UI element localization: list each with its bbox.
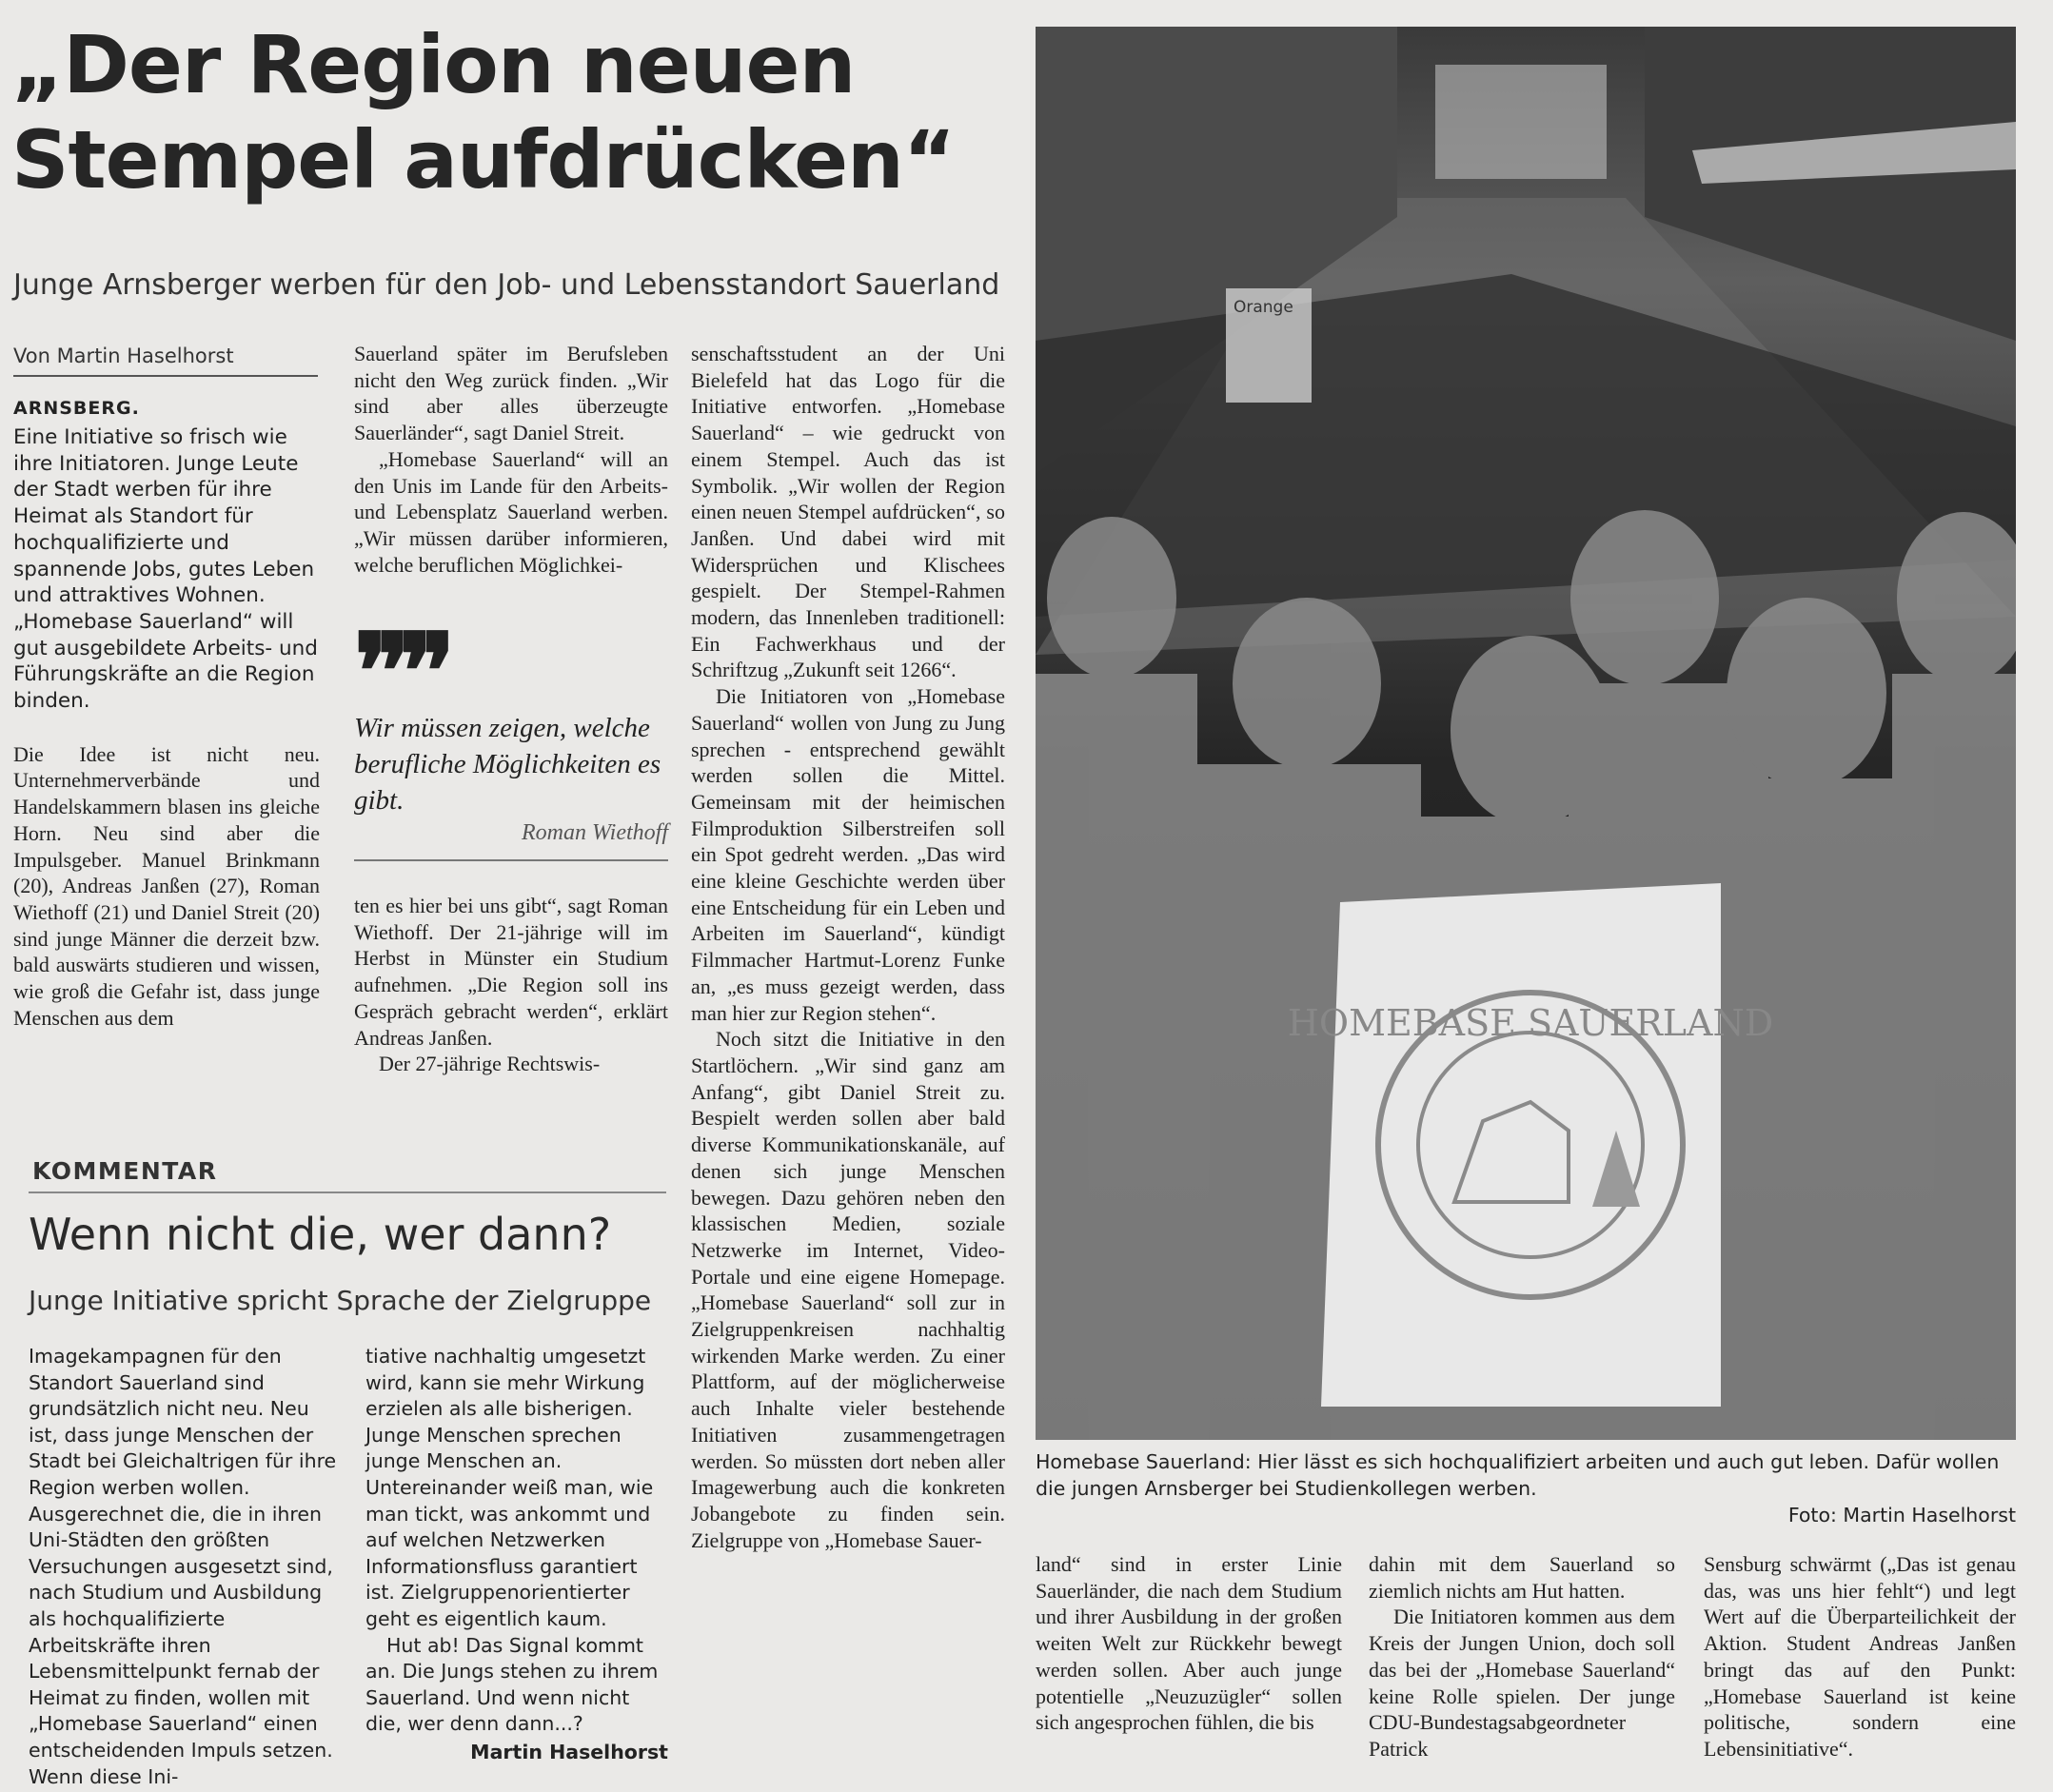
kommentar-title: Wenn nicht die, wer dann? (29, 1209, 612, 1260)
photo-credit: Foto: Martin Haselhorst (1787, 1504, 2016, 1526)
headline (11, 17, 1020, 207)
article-paragraph: ten es hier bei uns gibt“, sagt Roman Wiethoff. Der 21-jährige will im Herbst in Münster ein Studium aufnehmen. „Die Region soll ins Gespräch gebracht werden“, erklärt Andreas Janßen. (354, 894, 668, 1050)
stamp-lettering: HOMEBASE SAUERLAND (1287, 1002, 1774, 1044)
article-column-4 (1036, 1551, 1342, 1736)
kommentar-author: Martin Haselhorst (470, 1740, 668, 1763)
kommentar-divider (29, 1191, 666, 1193)
article-column-5 (1369, 1551, 1675, 1762)
pull-quote-text: Wir müssen zeigen, welche berufliche Möglichkeiten es gibt. (354, 713, 661, 816)
kommentar-paragraph: tiative nachhaltig umgesetzt wird, kann sie mehr Wirkung erzielen als alle bisherigen. Junge Menschen sprechen junge Menschen an. Untereinander weiß man, wie man tickt, was ankommt und auf welchen Netzwerken Informationsfluss garantiert ist. Zielgruppenorientierter geht es eigentlich kaum. (365, 1345, 654, 1630)
article-paragraph: Der 27-jährige Rechtswis- (379, 1052, 601, 1076)
article-column-6 (1704, 1551, 2016, 1762)
headline-line-2: Stempel aufdrücken“ (11, 113, 956, 207)
article-paragraph: land“ sind in erster Linie Sauerländer, die nach dem Studium und ihrer Ausbildung in der großen weiten Welt zur Rückkehr bewegt werden sollen. Aber auch junge potentielle „Neuzuzügler“ sollen sich angesprochen fühlen, die bis (1036, 1552, 1342, 1735)
photo-caption (1036, 1448, 2016, 1528)
quote-mark-icon: ❞❞ (354, 615, 444, 731)
article-paragraph: dahin mit dem Sauerland so ziemlich nichts am Hut hatten. (1369, 1552, 1675, 1603)
article-paragraph: senschaftsstudent an der Uni Bielefeld hat das Logo für die Initiative entworfen. „Homebase Sauerland“ – wie gedruckt von einem Stempel. Auch das ist Symbolik. „Wir wollen der Region einen neuen Stempel aufdrücken“, so Janßen. Und dabei wird mit Widersprüchen und Klischees gespielt. Der Stempel-Rahmen modern, das Innenleben traditionell: Ein Fachwerkhaus und der Schriftzug „Zukunft seit 1266“. (691, 342, 1005, 682)
pull-quote-author: Roman Wiethoff (522, 820, 668, 845)
street-photo-illustration (1036, 27, 2016, 1440)
dateline: ARNSBERG. (13, 398, 140, 419)
article-paragraph: „Homebase Sauerland“ will an den Unis im Lande für den Arbeits- und Lebensplatz Sauerland werben. „Wir müssen darüber informieren, welche beruflichen Möglichkei- (354, 446, 668, 577)
kommentar-label: KOMMENTAR (32, 1157, 218, 1185)
kommentar-paragraph: Imagekampagnen für den Standort Sauerland sind grundsätzlich nicht neu. Neu ist, dass junge Menschen der Stadt bei Gleichaltrigen für ihre Region werben wollen. Ausgerechnet die, die in ihren Uni-Städten den größten Versuchungen ausgesetzt sind, nach Studium und Ausbildung als hochqualifizierte Arbeitskräfte ihren Lebensmittelpunkt fernab der Heimat zu finden, wollen mit „Homebase Sauerland“ einen entscheidenden Impuls setzen. Wenn diese Ini- (29, 1345, 337, 1788)
kommentar-column-1 (29, 1344, 343, 1790)
pull-quote (354, 615, 668, 861)
kommentar-column-2 (365, 1344, 668, 1766)
article-column-2-continued (354, 893, 668, 1077)
article-paragraph: Die Initiatoren von „Homebase Sauerland“ wollen von Jung zu Jung sprechen - entsprechend gewählt werden sollen die Mittel. Gemeinsam mit der heimischen Filmproduktion Silberstreifen soll ein Spot gedreht werden. „Das wird eine kleine Geschichte werden über eine Entscheidung für ein Leben und Arbeiten im Sauerland“, kündigt Filmmacher Hartmut-Lorenz Funke an, „es muss gezeigt werden, dass man hier zur Region stehen“. (691, 684, 1005, 1025)
photo-caption-text: Homebase Sauerland: Hier lässt es sich hochqualifiziert arbeiten und auch gut leben. Dafür wollen die jungen Arnsberger bei Studienkollegen werben. (1036, 1450, 2000, 1500)
article-column-2 (354, 341, 668, 578)
article-paragraph: Noch sitzt die Initiative in den Startlöchern. „Wir sind ganz am Anfang“, gibt Daniel Streit zu. Bespielt werden sollen aber bald diverse Kommunikationskanäle, auf denen sich junge Menschen bewegen. Dazu gehören neben den klassischen Medien, soziale Netzwerke im Internet, Video-Portale und eine eigene Homepage. „Homebase Sauerland“ soll zur in Zielgruppenkreisen nachhaltig wirkenden Marke werden. Zu einer Plattform, auf der möglicherweise auch Inhalte vieler bestehende Initiativen zusammengetragen werden. So müssten dort neben aller Imagewerbung auch die konkreten Jobangebote zu finden sein. Zielgruppe von „Homebase Sauer- (691, 1027, 1005, 1552)
headline-line-1: „Der Region neuen (11, 18, 856, 111)
article-photo (1036, 27, 2016, 1440)
article-column-3 (691, 341, 1005, 1553)
kommentar-paragraph: Hut ab! Das Signal kommt an. Die Jungs stehen zu ihrem Sauerland. Und wenn nicht die, wer denn dann...? (365, 1633, 659, 1736)
article-paragraph: Sauerland später im Berufsleben nicht den Weg zurück finden. „Wir sind aber alles überzeugte Sauerländer“, sagt Daniel Streit. (354, 342, 668, 445)
lead-paragraph: Eine Initiative so frisch wie ihre Initiatoren. Junge Leute der Stadt werben für ihre Heimat als Standort für hochqualifizierte und spannende Jobs, gutes Leben und attraktives Wohnen. „Homebase Sauerland“ will gut ausgebildete Arbeits- und Führungskräfte an die Region binden. (13, 425, 318, 714)
article-paragraph: Die Idee ist nicht neu. Unternehmerverbände und Handelskammern blasen ins gleiche Horn. Neu sind aber die Impulsgeber. Manuel Brinkmann (20), Andreas Janßen (27), Roman Wiethoff (21) und Daniel Streit (20) sind junge Männer die derzeit bzw. bald auswärts studieren und wissen, wie groß die Gefahr ist, dass junge Menschen aus dem (13, 741, 320, 1030)
kommentar-subtitle: Junge Initiative spricht Sprache der Zielgruppe (29, 1285, 652, 1316)
article-paragraph: Die Initiatoren kommen aus dem Kreis der Jungen Union, doch soll das bei der „Homebase Sauerland“ keine Rolle spielen. Der junge CDU-Bundestagsabgeordneter Patrick (1369, 1605, 1675, 1761)
article-paragraph: Sensburg schwärmt („Das ist genau das, was uns hier fehlt“) und legt Wert auf die Überparteilichkeit der Aktion. Student Andreas Janßen bringt das auf den Punkt: „Homebase Sauerland ist keine politische, sondern eine Lebensinitiative“. (1704, 1552, 2016, 1761)
byline: Von Martin Haselhorst (13, 345, 318, 377)
shop-sign-text: Orange (1234, 298, 1293, 317)
article-column-1 (13, 424, 320, 1031)
subheadline: Junge Arnsberger werben für den Job- und Lebensstandort Sauerland (13, 268, 1000, 302)
